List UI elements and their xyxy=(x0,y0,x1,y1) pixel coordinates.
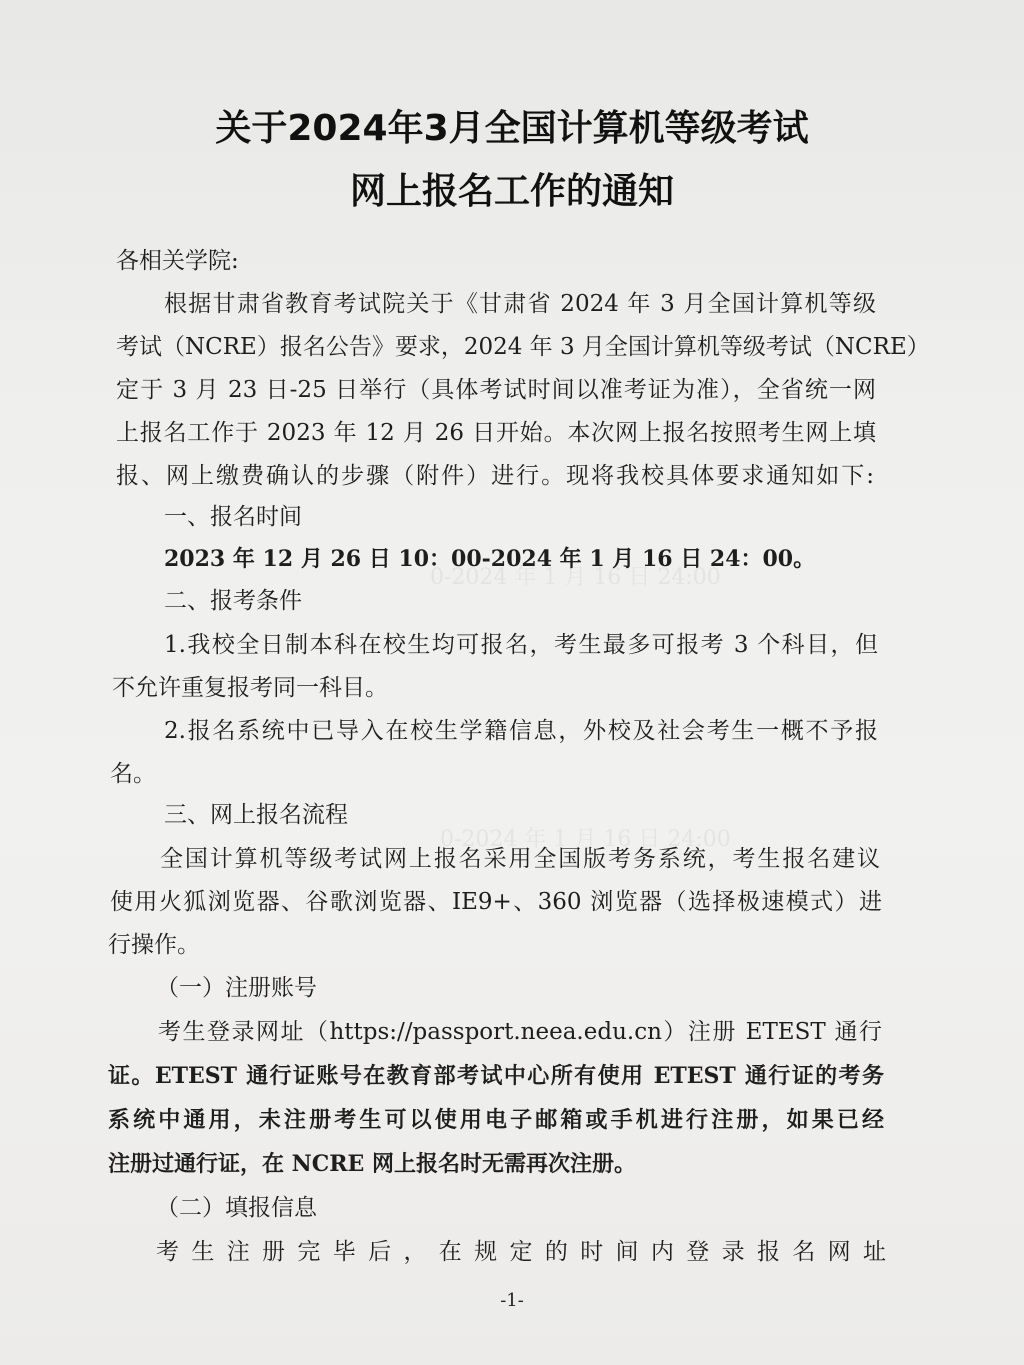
document-title-line2: 网上报名工作的通知 xyxy=(349,171,674,212)
section3-text-line: 使用火狐浏览器、谷歌浏览器、IE9+、360 浏览器（选择极速模式）进 xyxy=(110,889,882,915)
section3-sub2-line: 考生注册完毕后，在规定的时间内登录报名网址 xyxy=(156,1239,886,1265)
section1-text: 2023 年 12 月 26 日 10：00-2024 年 1 月 16 日 24：00。 xyxy=(164,546,816,572)
section3-heading: 三、网上报名流程 xyxy=(164,802,348,828)
salutation: 各相关学院: xyxy=(116,248,239,274)
intro-line: 定于 3 月 23 日-25 日举行（具体考试时间以准考证为准），全省统一网 xyxy=(116,377,876,403)
section3-sub2-heading: （二）填报信息 xyxy=(156,1195,317,1221)
intro-line: 报、网上缴费确认的步骤（附件）进行。现将我校具体要求通知如下: xyxy=(116,463,874,489)
section3-sub1-line: 证。ETEST 通行证账号在教育部考试中心所有使用 ETEST 通行证的考务 xyxy=(108,1063,884,1089)
document-title-line1: 关于2024年3月全国计算机等级考试 xyxy=(215,108,809,149)
section3-text-line: 全国计算机等级考试网上报名采用全国版考务系统，考生报名建议 xyxy=(160,846,880,872)
intro-line: 考试（NCRE）报名公告》要求，2024 年 3 月全国计算机等级考试（NCRE） xyxy=(116,334,930,360)
section1-heading: 一、报名时间 xyxy=(164,504,302,530)
section2-item1-line: 不允许重复报考同一科目。 xyxy=(112,675,388,701)
section2-heading: 二、报考条件 xyxy=(164,588,302,614)
section3-sub1-line: 考生登录网址（https://passport.neea.edu.cn）注册 ETEST 通行 xyxy=(158,1019,882,1045)
section2-item1-line: 1.我校全日制本科在校生均可报名，考生最多可报考 3 个科目，但 xyxy=(164,632,878,658)
section3-text-line: 行操作。 xyxy=(108,932,200,958)
bleed-through-text: 0-2024 年 1 月 16 日 24:00 xyxy=(430,565,721,590)
intro-line: 上报名工作于 2023 年 12 月 26 日开始。本次网上报名按照考生网上填 xyxy=(116,420,876,446)
section2-item2-line: 名。 xyxy=(110,761,156,787)
section3-sub1-line: 注册过通行证，在 NCRE 网上报名时无需再次注册。 xyxy=(108,1151,636,1177)
intro-line: 根据甘肃省教育考试院关于《甘肃省 2024 年 3 月全国计算机等级 xyxy=(164,291,876,317)
section3-sub1-line: 系统中通用，未注册考生可以使用电子邮箱或手机进行注册，如果已经 xyxy=(108,1107,884,1133)
page-number: -1- xyxy=(500,1290,524,1311)
section2-item2-line: 2.报名系统中已导入在校生学籍信息，外校及社会考生一概不予报 xyxy=(164,718,878,744)
bleed-through-text: 0-2024 年 1 月 16 日 24:00 xyxy=(440,827,731,852)
section3-sub1-heading: （一）注册账号 xyxy=(156,975,317,1001)
